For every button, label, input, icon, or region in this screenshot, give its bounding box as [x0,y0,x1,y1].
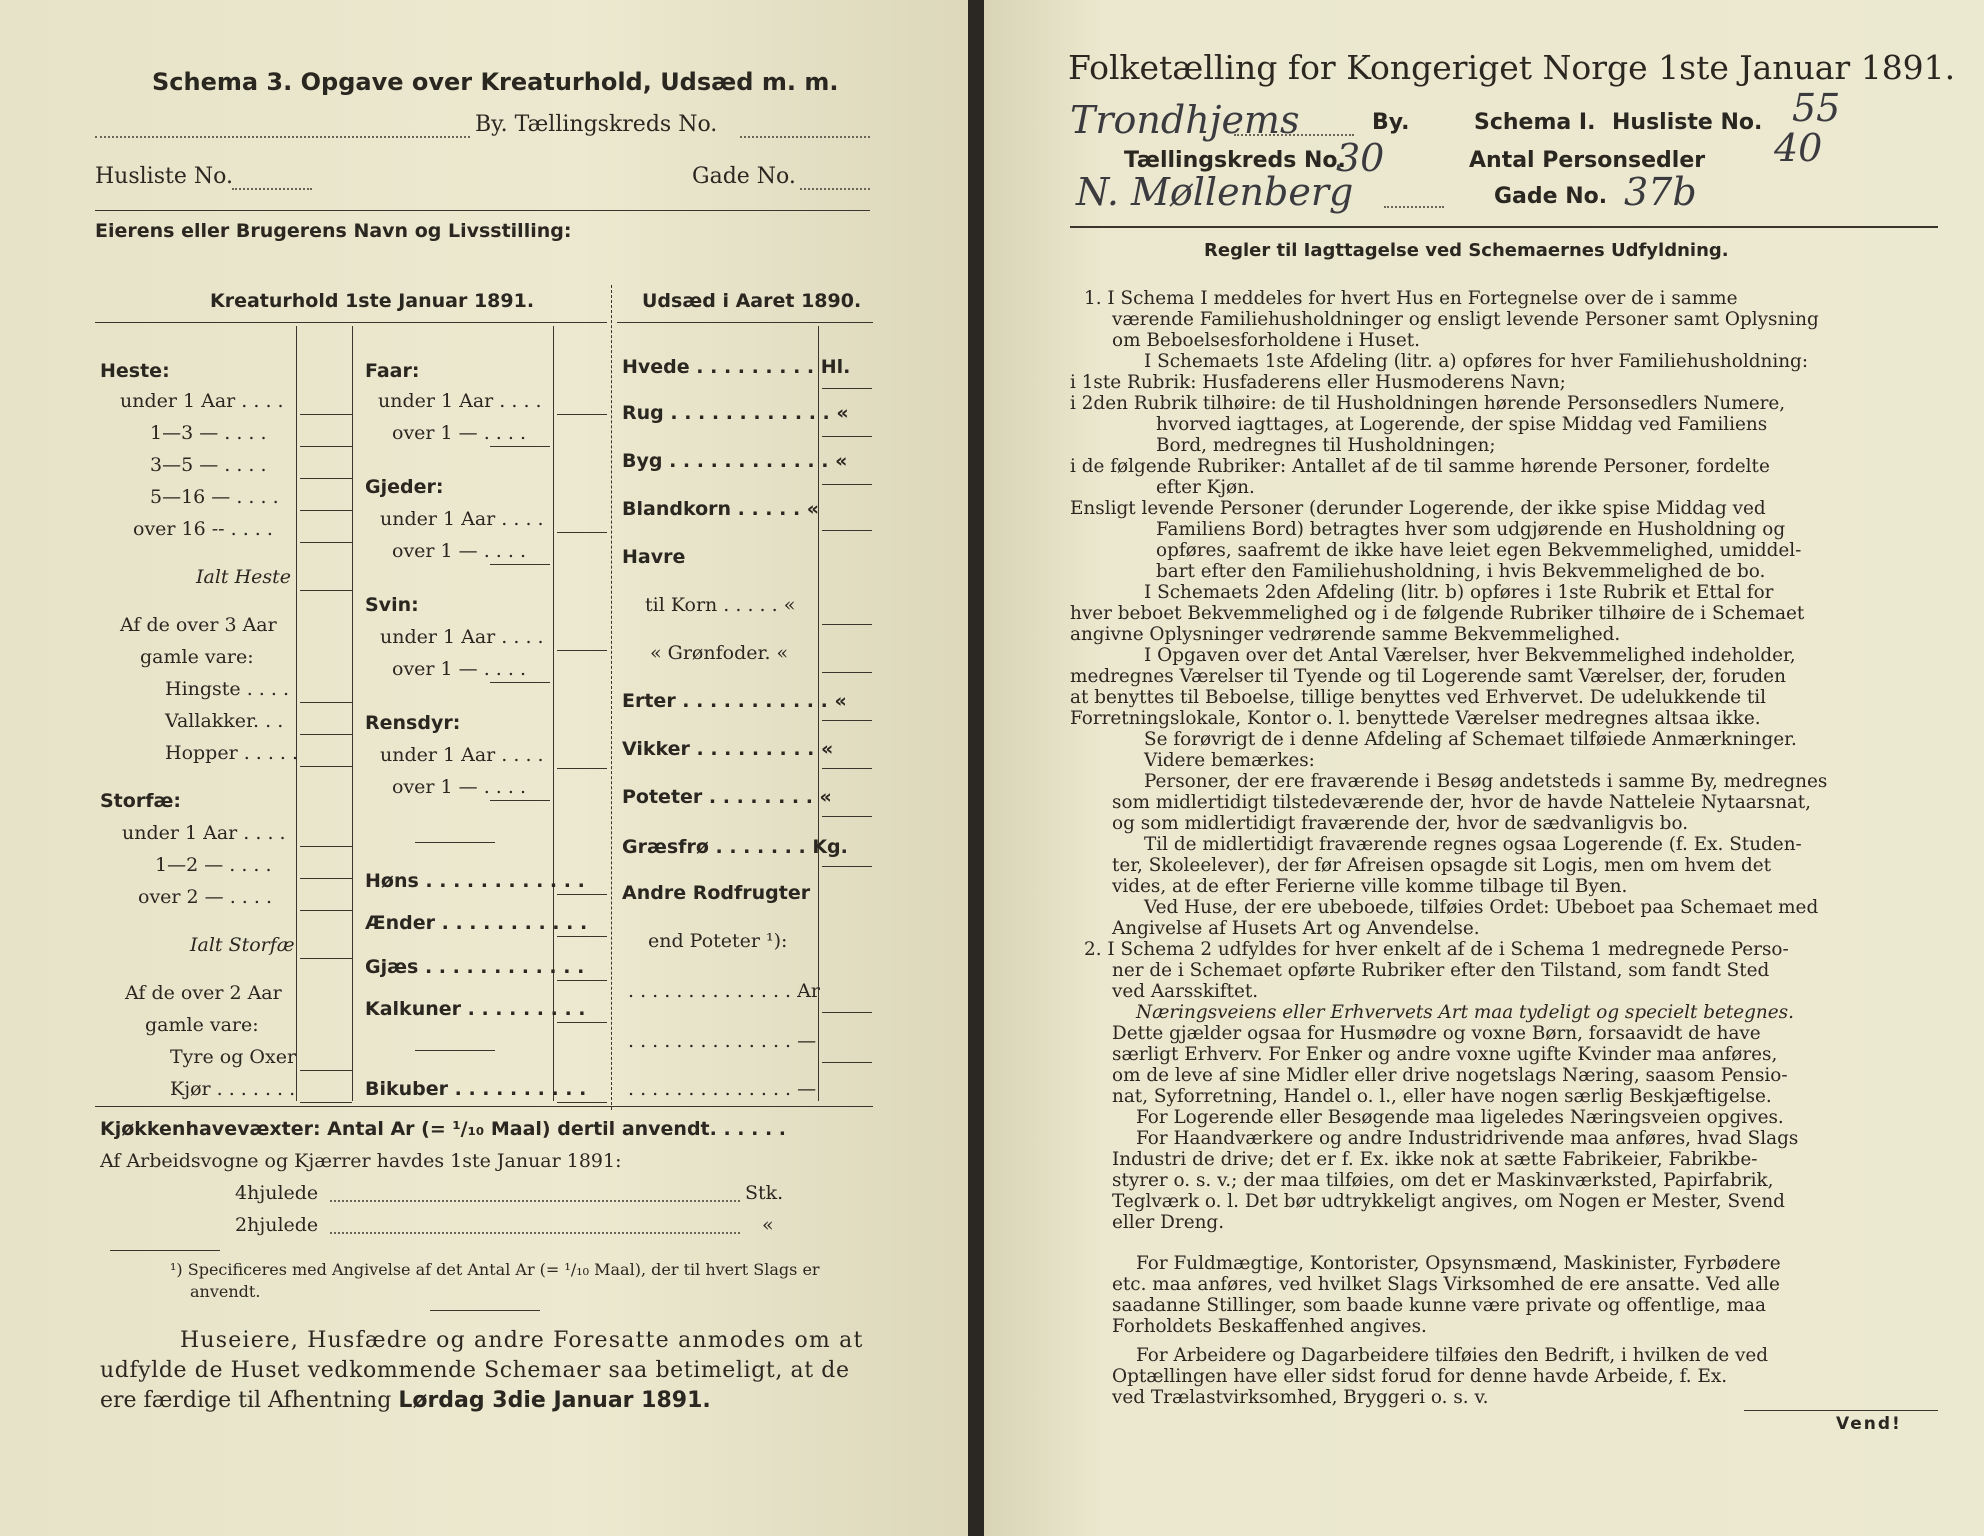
column-divider [352,326,353,1101]
gade-label: Gade No. [692,164,796,189]
hjul2-label: 2hjulede [235,1214,319,1236]
answer-line [822,816,872,817]
ialt-heste: Ialt Heste [196,566,292,588]
rule-line: ner de i Schemaet opførte Rubriker efter den Tilstand, som fandt Sted [1112,960,1770,981]
stk-label: Stk. [745,1182,784,1204]
gjeder-under-1: under 1 Aar . . . . [380,508,544,530]
short-rule [415,1050,495,1051]
schema-3-title: Schema 3. Opgave over Kreaturhold, Udsæd m. m. [152,68,839,96]
answer-line [557,980,607,981]
gamle-vare-2: gamle vare: [145,1014,259,1036]
rensdyr-under-1: under 1 Aar . . . . [380,744,544,766]
hjul2-field [330,1232,740,1234]
divider [95,210,870,211]
gamle-vare: gamle vare: [140,646,254,668]
answer-line [557,650,607,651]
answer-line [822,436,872,437]
andre-rodfrugter: Andre Rodfrugter [622,882,811,904]
hvede-label: Hvede . . . . . . . . . Hl. [622,356,851,378]
hons-label: Høns . . . . . . . . . . . . [365,870,585,892]
hjul2-ditto: « [762,1214,774,1236]
footnote-line-2: anvendt. [190,1282,261,1301]
rule-line: nat, Syforretning, Handel o. l., eller have nogen særlig Beskjæftigelse. [1112,1086,1772,1107]
handwritten-husliste: 55 [1792,86,1841,130]
rule-line: Videre bemærkes: [1144,750,1315,771]
svin-label: Svin: [365,594,419,616]
answer-line [557,414,607,415]
notice-line-3 [100,1388,711,1413]
heste-over-16: over 16 -- . . . . [133,518,273,540]
answer-line [300,1102,352,1103]
udsaed-header: Udsæd i Aaret 1890. [642,290,862,312]
table-rule [617,322,873,323]
rule-line: Personer, der ere fraværende i Besøg andetsteds i samme By, medregnes [1144,771,1828,792]
rule-line: saadanne Stillinger, som baade kunne være private og offentlige, maa [1112,1295,1766,1316]
af-over-3: Af de over 3 Aar [120,614,277,636]
rule-line: om de leve af sine Midler eller drive nogetslags Næring, saasom Pensio- [1112,1065,1788,1086]
right-page-schema-1 [984,0,1984,1536]
rule-line: For Logerende eller Besøgende maa ligeledes Næringsveien opgives. [1136,1107,1784,1128]
end-poteter: end Poteter ¹): [648,930,788,952]
blandkorn-label: Blandkorn . . . . . « [622,498,820,520]
census-title: Folketælling for Kongeriget Norge 1ste Januar 1891. [1068,48,1956,87]
rule-line: 2. I Schema 2 udfyldes for hver enkelt af de i Schema 1 medregnede Perso- [1084,939,1789,960]
dash-line-2: . . . . . . . . . . . . . . — [628,1078,817,1100]
heste-3-5: 3—5 — . . . . [150,454,267,476]
gade-field [800,188,870,190]
answer-line [300,478,352,479]
kjokken-line [100,1118,786,1140]
rule-line: For Fuldmægtige, Kontorister, Opsynsmænd, Maskinister, Fyrbødere [1136,1253,1781,1274]
answer-line [300,734,352,735]
rule-line: styrer o. s. v.; der maa tilføies, om det er Maskinværksted, Papirfabrik, [1112,1170,1774,1191]
gjaes-label: Gjæs . . . . . . . . . . . . [365,956,585,978]
column-divider [611,285,612,1110]
answer-line [300,958,352,959]
answer-line [822,1012,872,1013]
rule-line: at benyttes til Beboelse, tillige benyttes ved Erhvervet. De udelukkende til [1070,687,1767,708]
rule-line: opføres, saafremt de ikke have leiet egen Bekvemmelighed, umiddel- [1156,540,1802,561]
gade-label: Gade No. [1494,184,1608,209]
rule-line: om Beboelsesforholdene i Huset. [1112,330,1420,351]
storfae-under-1: under 1 Aar . . . . [122,822,286,844]
faar-over-1: over 1 — . . . . [392,422,526,444]
rule-line: hver beboet Bekvemmelighed og i de følgende Rubriker tilhøire de i Schemaet [1070,603,1805,624]
rule-line: Ved Huse, der ere ubeboede, tilføies Ordet: Ubeboet paa Schemaet med [1144,897,1819,918]
notice-line-1: Huseiere, Husfædre og andre Foresatte anmodes om at [180,1328,864,1353]
kalkuner-label: Kalkuner . . . . . . . . . [365,998,586,1020]
rule-line: Næringsveiens eller Erhvervets Art maa tydeligt og specielt betegnes. [1136,1002,1794,1023]
rug-label: Rug . . . . . . . . . . . . « [622,402,849,424]
handwritten-antal: 40 [1774,126,1823,170]
erter-label: Erter . . . . . . . . . . . « [622,690,847,712]
answer-line [300,542,352,543]
answer-line [557,768,607,769]
answer-line [822,720,872,721]
rule-line: Forretningslokale, Kontor o. l. benyttede Værelser medregnes altsaa ikke. [1070,708,1761,729]
rule-line: angivne Oplysninger vedrørende samme Bekvemmelighed. [1070,624,1621,645]
kjor: Kjør . . . . . . . [170,1078,296,1100]
owner-label: Eierens eller Brugerens Navn og Livsstilling: [95,220,572,242]
left-page-schema-3 [0,0,968,1536]
rule-line: som midlertidigt tilstedeværende der, hvor de havde Natteleie Nytaarsnat, [1112,792,1812,813]
rule-line: Familiens Bord) betragtes hver som udgjørende en Husholdning og [1156,519,1786,540]
answer-line [557,1022,607,1023]
footer-rule [1744,1410,1938,1411]
ar-line: . . . . . . . . . . . . . . Ar [628,980,820,1002]
answer-line [557,1102,607,1103]
gjeder-over-1: over 1 — . . . . [392,540,526,562]
handwritten-gade: 37b [1624,170,1697,214]
hopper: Hopper . . . . . [165,742,299,764]
havre-label: Havre [622,546,686,568]
answer-line [300,878,352,879]
rule-line: hvorved iagttages, at Logerende, der spise Middag ved Familiens [1156,414,1768,435]
rule-line: ved Aarsskiftet. [1112,981,1259,1002]
short-rule [415,842,495,843]
hjul4-field [330,1200,740,1202]
faar-label: Faar: [365,360,420,382]
answer-line [300,846,352,847]
by-field [95,136,470,138]
answer-line [490,564,550,565]
rule-line: Teglværk o. l. Det bør udtrykkeligt angives, om Nogen er Mester, Svend [1112,1191,1785,1212]
answer-line [300,510,352,511]
husliste-label: Husliste No. [1612,110,1763,135]
heste-1-3: 1—3 — . . . . [150,422,267,444]
rule-line: medregnes Værelser til Tyende og til Logerende samt Værelser, der, foruden [1070,666,1786,687]
kreatur-header: Kreaturhold 1ste Januar 1891. [210,290,535,312]
header-rule [1070,226,1938,228]
answer-line [557,532,607,533]
rensdyr-label: Rensdyr: [365,712,461,734]
rule-line: etc. maa anføres, ved hvilket Slags Virksomhed de ere ansatte. Ved alle [1112,1274,1780,1295]
rule-line: For Arbeidere og Dagarbeidere tilføies den Bedrift, i hvilken de ved [1136,1345,1769,1366]
answer-line [557,894,607,895]
rule-line: Til de midlertidigt fraværende regnes ogsaa Logerende (f. Ex. Studen- [1144,834,1802,855]
byg-label: Byg . . . . . . . . . . . . « [622,450,848,472]
footnote-rule [110,1250,220,1251]
ialt-storfae: Ialt Storfæ [190,934,295,956]
answer-line [490,446,550,447]
hjul4-label: 4hjulede [235,1182,319,1204]
footnote-line-1: ¹) Specificeres med Angivelse af det Antal Ar (= ¹/₁₀ Maal), der til hvert Slags er [170,1260,820,1279]
answer-line [300,766,352,767]
rule-line: Dette gjælder ogsaa for Husmødre og voxne Børn, forsaavidt de have [1112,1023,1761,1044]
rule-line: Se forøvrigt de i denne Afdeling af Schemaet tilføiede Anmærkninger. [1144,729,1797,750]
svin-under-1: under 1 Aar . . . . [380,626,544,648]
taellingskreds-label: Tællingskreds No. [1124,148,1346,173]
answer-line [300,1070,352,1071]
rule-line: For Haandværkere og andre Industridrivende maa anføres, hvad Slags [1136,1128,1799,1149]
rule-line: ved Trælastvirksomhed, Bryggeri o. s. v. [1112,1387,1489,1408]
poteter-label: Poteter . . . . . . . . « [622,786,832,808]
kjokken-text: Kjøkkenhavevæxter: Antal Ar (= ¹/₁₀ Maal) dertil anvendt. . . . . . [100,1118,787,1140]
answer-line [822,1062,872,1063]
faar-under-1: under 1 Aar . . . . [378,390,542,412]
heste-under-1: under 1 Aar . . . . [120,390,284,412]
by-label: By. Tællingskreds No. [475,112,718,137]
rule-line: 1. I Schema I meddeles for hvert Hus en Fortegnelse over de i samme [1084,288,1738,309]
answer-line [300,446,352,447]
answer-line [822,672,872,673]
havre-til-korn: til Korn . . . . . « [645,594,796,616]
rule-line: efter Kjøn. [1156,477,1255,498]
storfae-1-2: 1—2 — . . . . [155,854,272,876]
heste-5-16: 5—16 — . . . . [150,486,279,508]
handwritten-kreds: 30 [1336,136,1385,180]
rule-line: og som midlertidigt fraværende der, hvor de sædvanligvis bo. [1112,813,1689,834]
antal-label: Antal Personsedler [1469,148,1706,173]
rule-line: Bord, medregnes til Husholdningen; [1156,435,1496,456]
column-divider [553,326,554,1101]
rule-line: I Opgaven over det Antal Værelser, hver Bekvemmelighed indeholder, [1144,645,1796,666]
column-divider [296,326,297,1101]
aender-label: Ænder . . . . . . . . . . . [365,912,588,934]
rule-line: I Schemaets 2den Afdeling (litr. b) opføres i 1ste Rubrik et Ettal for [1144,582,1774,603]
rule-line: i 1ste Rubrik: Husfaderens eller Husmoderens Navn; [1070,372,1566,393]
answer-line [822,484,872,485]
svin-over-1: over 1 — . . . . [392,658,526,680]
rensdyr-over-1: over 1 — . . . . [392,776,526,798]
storfae-over-2: over 2 — . . . . [138,886,272,908]
handwritten-street: N. Møllenberg [1076,170,1354,214]
rule-line: eller Dreng. [1112,1212,1225,1233]
answer-line [490,800,550,801]
answer-line [822,768,872,769]
answer-line [300,590,352,591]
rule-line: Forholdets Beskaffenhed angives. [1112,1316,1427,1337]
heste-label: Heste: [100,360,170,382]
notice-text: ere færdige til Afhentning [100,1388,392,1413]
rule-line: bart efter den Familiehusholdning, i hvis Bekvemmelighed de bo. [1156,561,1766,582]
separator-rule [430,1310,540,1311]
graesfro-label: Græsfrø . . . . . . . Kg. [622,836,848,858]
rule-line: Angivelse af Husets Art og Anvendelse. [1112,918,1480,939]
regler-title: Regler til Iagttagelse ved Schemaernes Udfyldning. [1204,240,1729,261]
table-bottom-rule [95,1106,873,1107]
rule-line: i de følgende Rubriker: Antallet af de til samme hørende Personer, fordelte [1070,456,1770,477]
arbeids-line: Af Arbeidsvogne og Kjærrer havdes 1ste Januar 1891: [100,1150,622,1172]
storfae-label: Storfæ: [100,790,181,812]
answer-line [822,866,872,867]
rule-line: Ensligt levende Personer (derunder Logerende, der ikke spise Middag ved [1070,498,1766,519]
answer-line [822,388,872,389]
bikuber-label: Bikuber . . . . . . . . . . [365,1078,587,1100]
vikker-label: Vikker . . . . . . . . . « [622,738,834,760]
vend-label[interactable]: Vend! [1836,1414,1902,1434]
schema-1-label: Schema I. [1474,110,1596,135]
dash-line-1: . . . . . . . . . . . . . . — [628,1030,817,1052]
kreds-field [740,136,870,138]
gjeder-label: Gjeder: [365,476,444,498]
husliste-label: Husliste No. [95,164,233,189]
answer-line [822,530,872,531]
vallakker: Vallakker. . . [165,710,284,732]
by-label: By. [1372,110,1410,135]
answer-line [300,702,352,703]
notice-line-2: udfylde de Huset vedkommende Schemaer saa betimeligt, at de [100,1358,850,1383]
rule-line: i 2den Rubrik tilhøire: de til Husholdningen hørende Personsedlers Numere, [1070,393,1786,414]
answer-line [490,682,550,683]
husliste-field [232,188,312,190]
answer-line [300,910,352,911]
answer-line [822,624,872,625]
rule-line: Optællingen have eller sidst forud for denne havde Arbeide, f. Ex. [1112,1366,1728,1387]
rule-line: ter, Skoleelever), der før Afreisen opsagde sit Logis, men om hvem det [1112,855,1771,876]
tyre-og-oxer: Tyre og Oxer [170,1046,297,1068]
answer-line [300,414,352,415]
havre-gronfoder: « Grønfoder. « [650,642,789,664]
af-over-2: Af de over 2 Aar [125,982,282,1004]
rule-line: vides, at de efter Ferierne ville komme tilbage til Byen. [1112,876,1628,897]
rule-line: særligt Erhverv. For Enker og andre voxne ugifte Kvinder maa anføres, [1112,1044,1778,1065]
notice-date: Lørdag 3die Januar 1891. [398,1388,711,1413]
answer-line [557,936,607,937]
table-rule [95,322,607,323]
hingste: Hingste . . . . [165,678,289,700]
street-field [1384,206,1444,208]
rule-line: Industri de drive; det er f. Ex. ikke nok at sætte Fabrikeier, Fabrikbe- [1112,1149,1758,1170]
rule-line: I Schemaets 1ste Afdeling (litr. a) opføres for hver Familiehusholdning: [1144,351,1809,372]
rule-line: værende Familiehusholdninger og ensligt levende Personer samt Oplysning [1112,309,1819,330]
handwritten-city: Trondhjems [1070,98,1300,142]
